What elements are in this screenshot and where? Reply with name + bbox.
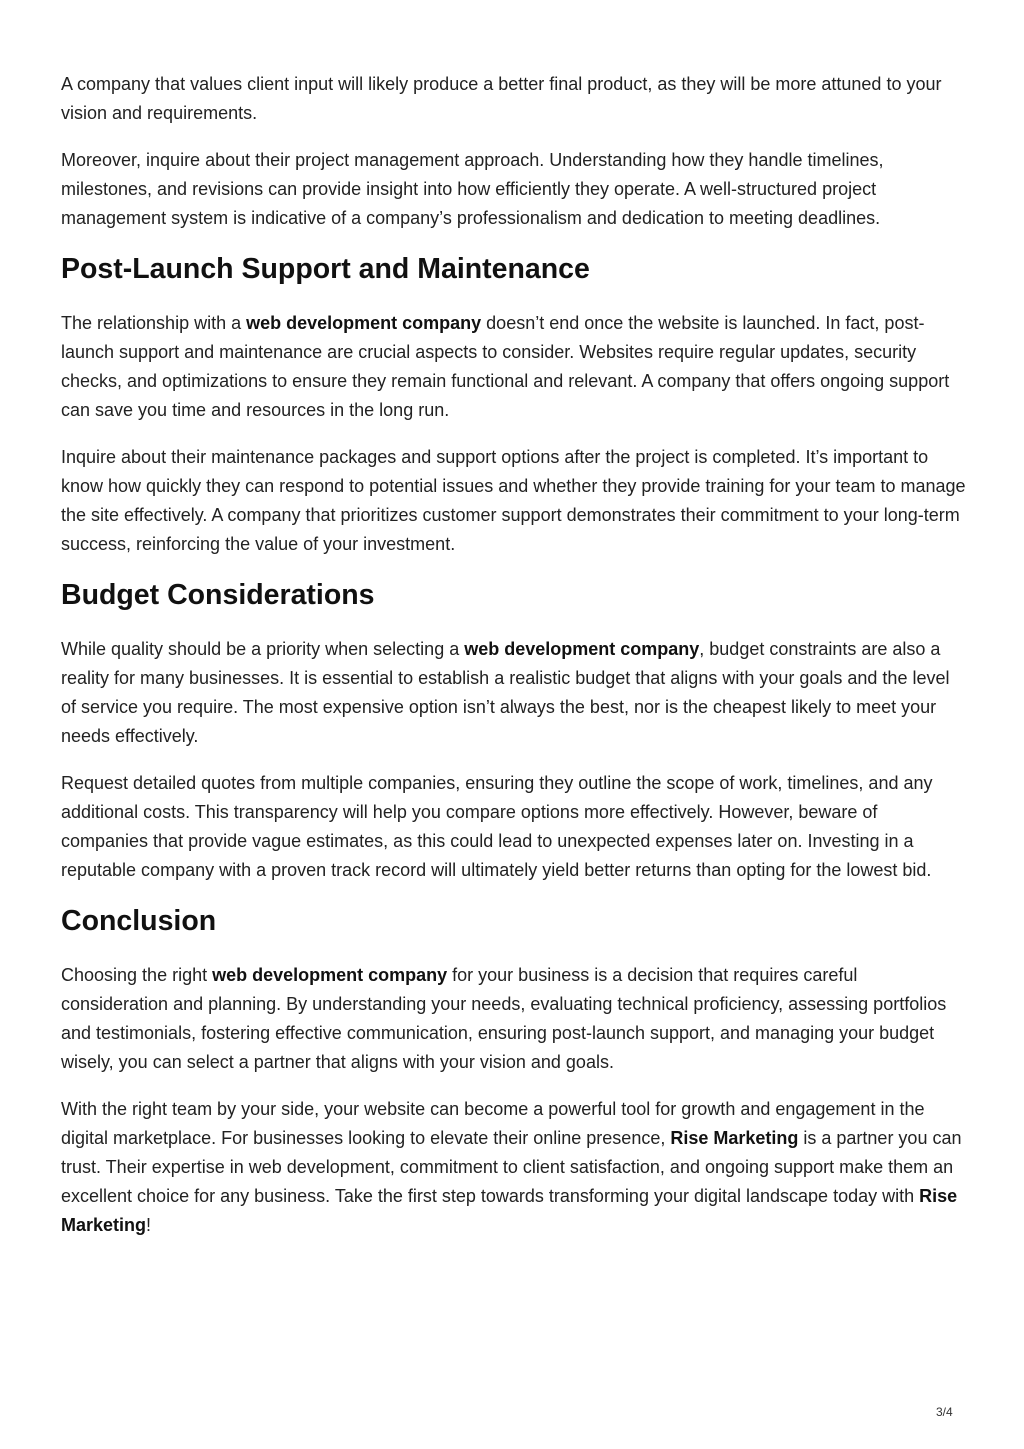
conclusion-paragraph-2 [61, 1095, 967, 1240]
conclusion-paragraph-1 [61, 961, 967, 1077]
page-number: 3/4 [936, 1405, 953, 1419]
post-launch-heading: Post-Launch Support and Maintenance [61, 253, 590, 285]
text-run: With the right team by your side, your website can become a powerful tool for growth and engagement in the digital marketplace. For businesses looking to elevate their online presence, [61, 1099, 925, 1148]
budget-heading: Budget Considerations [61, 579, 375, 611]
post-launch-paragraph-1 [61, 309, 967, 425]
text-run: ! [146, 1215, 152, 1235]
document-body [61, 70, 967, 1258]
text-run: for your business is a decision that requires careful consideration and planning. By understanding your needs, evaluating technical proficiency, assessing portfolios and testimonials, fostering effective communication, ensuring post-launch support, and managing your budget wisely, you can select a partner that aligns with your vision and goals. [61, 965, 947, 1072]
intro-paragraph-1: A company that values client input will likely produce a better final product, as they will be more attuned to your vision and requirements. [61, 74, 942, 123]
text-run: is a partner you can trust. Their expertise in web development, commitment to client satisfaction, and ongoing support make them an excellent choice for any business. Take the first step towards transforming your digital landscape today with [61, 1128, 962, 1206]
brand-name: Rise Marketing [61, 1186, 958, 1235]
conclusion-heading: Conclusion [61, 905, 217, 937]
brand-name: Rise Marketing [670, 1128, 799, 1148]
bold-keyword: web development company [246, 313, 482, 333]
budget-paragraph-2: Request detailed quotes from multiple companies, ensuring they outline the scope of work, timelines, and any additional costs. This transparency will help you compare options more effectively. However, beware of companies that provide vague estimates, as this could lead to unexpected expenses later on. Investing in a reputable company with a proven track record will ultimately yield better returns than opting for the lowest bid. [61, 773, 933, 880]
text-run: doesn’t end once the website is launched. In fact, post-launch support and maintenance are crucial aspects to consider. Websites require regular updates, security checks, and optimizations to ensure they remain functional and relevant. A company that offers ongoing support can save you time and resources in the long run. [61, 313, 950, 420]
text-run: While quality should be a priority when selecting a [61, 639, 465, 659]
budget-paragraph-1 [61, 635, 967, 751]
bold-keyword: web development company [212, 965, 448, 985]
text-run: , budget constraints are also a reality for many businesses. It is essential to establish a realistic budget that aligns with your goals and the level of service you require. The most expensive option isn’t always the best, nor is the cheapest likely to meet your needs effectively. [61, 639, 950, 746]
bold-keyword: web development company [464, 639, 700, 659]
post-launch-paragraph-2: Inquire about their maintenance packages and support options after the project is completed. It’s important to know how quickly they can respond to potential issues and whether they provide training for your team to manage the site effectively. A company that prioritizes customer support demonstrates their commitment to your long-term success, reinforcing the value of your investment. [61, 447, 966, 554]
intro-paragraph-2: Moreover, inquire about their project management approach. Understanding how they handle timelines, milestones, and revisions can provide insight into how efficiently they operate. A well-structured project management system is indicative of a company’s professionalism and dedication to meeting deadlines. [61, 150, 884, 228]
text-run: Choosing the right [61, 965, 213, 985]
text-run: The relationship with a [61, 313, 247, 333]
